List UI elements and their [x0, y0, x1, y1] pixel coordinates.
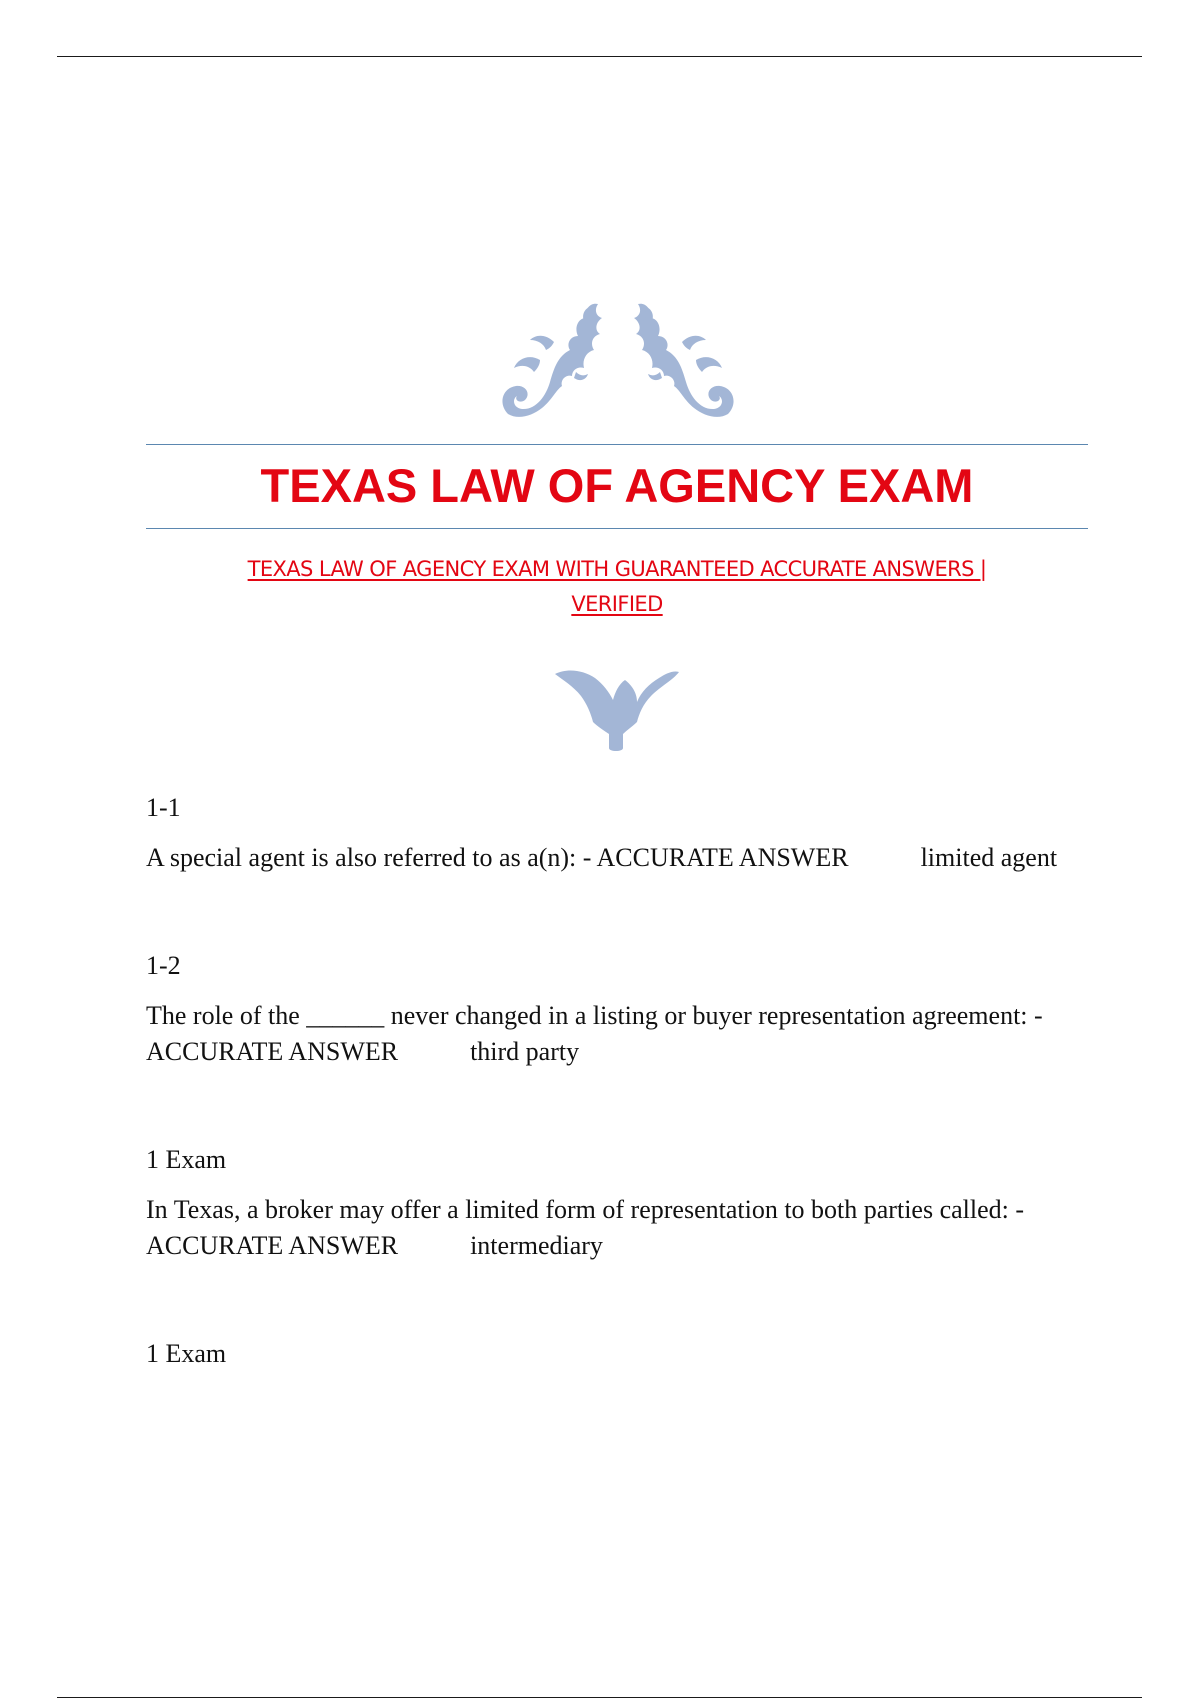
question-number: 1-2 [146, 951, 181, 980]
floral-flourish-icon [500, 296, 736, 424]
question-number: 1 Exam [146, 1339, 227, 1368]
question-prompt: In Texas, a broker may offer a limited form of representation to both parties called: - ACCURATE ANSWER [146, 1195, 1025, 1260]
document-subtitle [160, 552, 1074, 622]
question-number: 1 Exam [146, 1145, 227, 1174]
question-prompt: The role of the ______ never changed in a listing or buyer representation agreement: - ACCURATE ANSWER [146, 1001, 1043, 1066]
subtitle-line-1: TEXAS LAW OF AGENCY EXAM WITH GUARANTEED ACCURATE ANSWERS | [247, 557, 987, 581]
question-number: 1-1 [146, 793, 181, 822]
question-answer: limited agent [920, 843, 1058, 872]
question-text [146, 840, 1096, 876]
question-answer: third party [470, 1037, 580, 1066]
page-header-rule [57, 56, 1142, 57]
question-answer: intermediary [470, 1231, 603, 1260]
document-title: TEXAS LAW OF AGENCY EXAM [260, 459, 974, 512]
question-text [146, 998, 1096, 1070]
question-item [146, 790, 1096, 876]
question-list [146, 790, 1096, 1372]
question-item [146, 948, 1096, 1070]
question-prompt: A special agent is also referred to as a(n): - ACCURATE ANSWER [146, 843, 849, 872]
question-item [146, 1142, 1096, 1264]
title-bottom-rule [146, 528, 1088, 529]
page-footer-rule [57, 1697, 1142, 1698]
title-top-rule [146, 444, 1088, 445]
fleuron-icon [553, 664, 679, 752]
question-text [146, 1192, 1096, 1264]
subtitle-line-2: VERIFIED [571, 592, 663, 616]
